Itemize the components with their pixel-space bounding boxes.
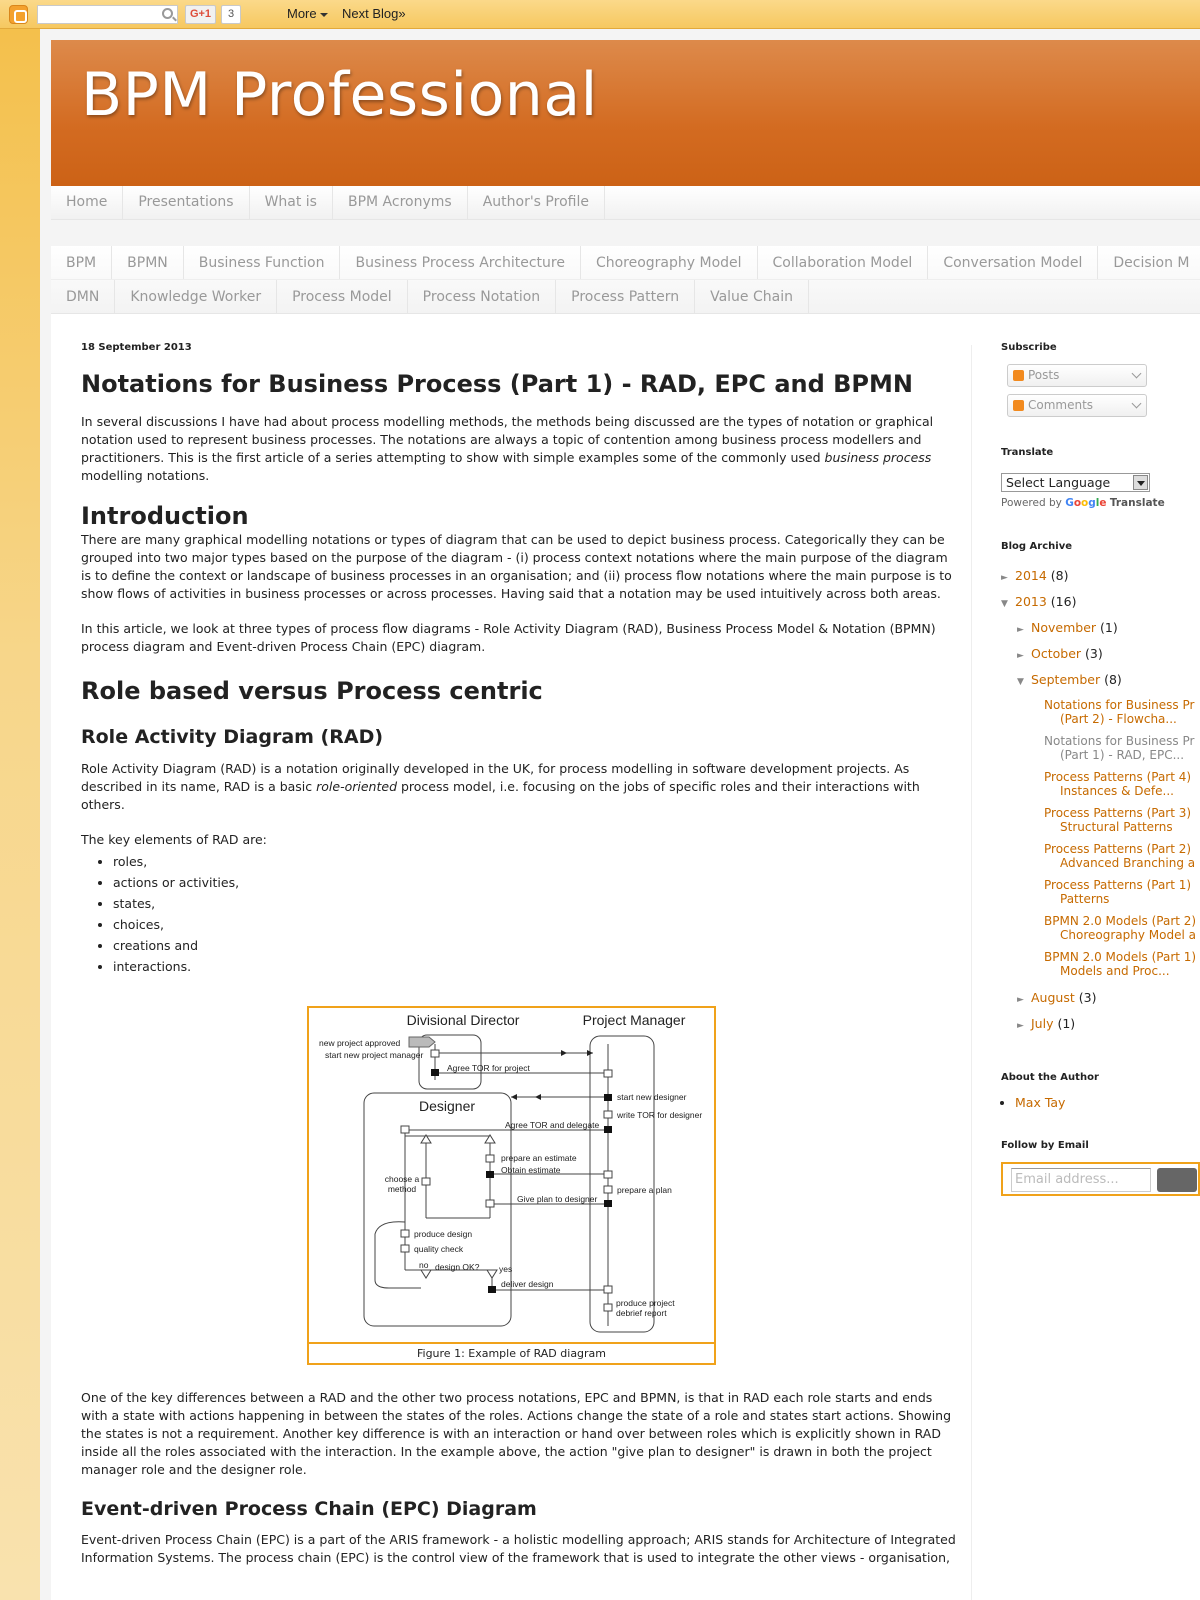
search-icon[interactable]: [162, 8, 173, 19]
arrow-icon: [535, 1094, 541, 1100]
tab-home[interactable]: Home: [51, 186, 123, 219]
subscribe-title: Subscribe: [1001, 342, 1057, 353]
google-logo: Google: [1065, 497, 1107, 509]
action-box: [604, 1200, 612, 1207]
archive-count: (1): [1057, 1016, 1076, 1031]
dropdown-arrow-icon: [1133, 475, 1148, 490]
archive-post-current: Notations for Business Pr (Part 1) - RAD, EPC...: [1044, 734, 1195, 762]
archive-count: (8): [1050, 568, 1069, 583]
archive-post-link[interactable]: Process Patterns (Part 4) Instances & Defe...: [1044, 770, 1192, 798]
state-box: [604, 1111, 612, 1118]
archive-older-months: [1001, 986, 1200, 1038]
label-dmn[interactable]: DMN: [51, 280, 115, 313]
text: Role Activity Diagram (RAD) is a notation originally developed in the UK, for process modelling in software development projects. As described in its name, RAD is a basic: [81, 761, 910, 794]
triangle-right-icon[interactable]: ►: [1017, 995, 1024, 1005]
state-box: [401, 1230, 409, 1237]
archive-link[interactable]: September: [1031, 672, 1101, 687]
about-author-title: About the Author: [1001, 1072, 1099, 1083]
list-item: • roles,: [113, 851, 961, 872]
more-menu[interactable]: [287, 6, 328, 21]
label-bpmn[interactable]: BPMN: [112, 246, 184, 279]
text: process model, i.e. focusing on the jobs of specific roles and their interactions with others.: [81, 779, 920, 812]
list-item: • states,: [113, 893, 961, 914]
action-box: [604, 1094, 612, 1101]
label-quality-check: quality check: [414, 1244, 464, 1254]
triangle-right-icon[interactable]: ►: [1001, 573, 1008, 583]
triangle-right-icon[interactable]: ►: [1017, 625, 1024, 635]
label-debrief-1: produce project: [616, 1298, 675, 1308]
powered-by-label: Powered by: [1001, 497, 1062, 509]
google-plus-one-button[interactable]: G+1: [185, 5, 216, 24]
post-continued: [81, 1389, 961, 1567]
blog-archive-title: Blog Archive: [1001, 541, 1073, 552]
blogger-logo-icon[interactable]: [9, 5, 28, 24]
post-date: 18 September 2013: [81, 342, 192, 353]
archive-post-link[interactable]: Process Patterns (Part 2) Advanced Branching a: [1044, 842, 1196, 870]
tab-bpm-acronyms[interactable]: BPM Acronyms: [333, 186, 468, 219]
label-choose-a: choose a: [384, 1174, 420, 1184]
archive-count: (3): [1078, 990, 1097, 1005]
archive-year-2014[interactable]: [1001, 564, 1200, 590]
list-item: [1015, 1095, 1200, 1110]
label-prepare-plan: prepare a plan: [617, 1185, 672, 1195]
text: modelling notations.: [81, 468, 210, 483]
state-box: [604, 1286, 612, 1293]
triangle-down-icon[interactable]: ▼: [1017, 677, 1024, 687]
subscribe-comments-button[interactable]: [1007, 394, 1147, 417]
label-row: [51, 246, 1200, 279]
label-business-process-architecture[interactable]: Business Process Architecture: [340, 246, 580, 279]
language-select-value: Select Language: [1006, 475, 1111, 490]
label-collaboration-model[interactable]: Collaboration Model: [758, 246, 929, 279]
label-choreography-model[interactable]: Choreography Model: [581, 246, 758, 279]
archive-month-september[interactable]: [1001, 668, 1200, 694]
label-bpm[interactable]: BPM: [51, 246, 112, 279]
post-title: Notations for Business Process (Part 1) - RAD, EPC and BPMN: [81, 370, 913, 398]
label-tabs: [51, 246, 1200, 314]
translate-link[interactable]: Translate: [1109, 497, 1165, 509]
posts-label: Posts: [1028, 368, 1060, 382]
more-label: More: [287, 6, 317, 21]
label-start-new-designer: start new designer: [617, 1092, 687, 1102]
intro-paragraph: [81, 413, 961, 485]
translate-title: Translate: [1001, 447, 1054, 458]
label-decision-model[interactable]: Decision M: [1098, 246, 1200, 279]
archive-post-link[interactable]: Notations for Business Pr (Part 2) - Flowcha...: [1044, 698, 1195, 726]
archive-year-2013[interactable]: [1001, 590, 1200, 616]
rad-paragraph: [81, 760, 961, 814]
triangle-right-icon[interactable]: ►: [1017, 651, 1024, 661]
archive-count: (3): [1085, 646, 1103, 661]
navbar-search-input[interactable]: [37, 5, 178, 24]
start-trigger-icon: [409, 1037, 435, 1047]
action-box: [486, 1171, 494, 1178]
archive-post-link[interactable]: BPMN 2.0 Models (Part 1) Models and Proc...: [1044, 950, 1197, 978]
label-value-chain[interactable]: Value Chain: [695, 280, 809, 313]
role-divisional-director: Divisional Director: [406, 1012, 520, 1028]
rad-diagram: [309, 1008, 714, 1342]
role-project-manager: Project Manager: [582, 1012, 686, 1028]
blogger-navbar: [0, 0, 1200, 29]
archive-post-link[interactable]: Process Patterns (Part 1) Patterns: [1044, 878, 1192, 906]
label-start-new-pm: start new project manager: [325, 1050, 424, 1060]
state-box: [401, 1126, 409, 1133]
powered-by-google: [1001, 497, 1200, 509]
heading-role-based: Role based versus Process centric: [81, 677, 543, 705]
state-box: [604, 1304, 612, 1311]
tab-what-is[interactable]: What is: [250, 186, 333, 219]
rad-figure: [307, 1006, 716, 1365]
label-yes: yes: [499, 1264, 513, 1274]
label-process-pattern[interactable]: Process Pattern: [556, 280, 695, 313]
heading-rad: Role Activity Diagram (RAD): [81, 726, 384, 748]
state-box: [604, 1070, 612, 1077]
heading-epc: Event-driven Process Chain (EPC) Diagram: [81, 1498, 537, 1520]
author-list: [1015, 1095, 1200, 1110]
archive-link[interactable]: November: [1031, 620, 1097, 635]
project-manager-role-box: [590, 1036, 654, 1332]
chevron-down-icon: [1132, 369, 1142, 379]
label-agree-tor: Agree TOR for project: [447, 1063, 530, 1073]
blog-archive: [1001, 564, 1200, 694]
label-conversation-model[interactable]: Conversation Model: [928, 246, 1098, 279]
language-select[interactable]: [1001, 473, 1150, 492]
rss-feed-icon: [1013, 370, 1024, 381]
label-design-ok: design OK?: [435, 1262, 480, 1272]
archive-count: (8): [1104, 672, 1122, 687]
state-box: [604, 1171, 612, 1178]
arrow-icon: [561, 1050, 567, 1056]
plus-one-count: 3: [221, 5, 241, 24]
tab-presentations[interactable]: Presentations: [123, 186, 249, 219]
heading-introduction: Introduction: [81, 502, 249, 530]
text: In several discussions I have had about process modelling methods, the methods being discussed are the types of notation or graphical notation used to represent business processes. The notations are always a topic of contention among business process modellers and practitioners. This is the first article of a series attempting to show with simple examples some of the commonly used: [81, 414, 934, 465]
label-obtain-estimate: Obtain estimate: [501, 1165, 561, 1175]
role-designer: Designer: [418, 1098, 476, 1114]
tab-authors-profile[interactable]: Author's Profile: [468, 186, 605, 219]
blog-title[interactable]: BPM Professional: [81, 60, 598, 130]
figure-caption: Figure 1: Example of RAD diagram: [309, 1342, 714, 1363]
follow-email-title: Follow by Email: [1001, 1140, 1089, 1151]
introduction-paragraph: There are many graphical modelling notations or types of diagram that can be used to depict business process. Categorically they can be grouped into two major types based on the purpose of the diagram - (i) process context notations where the main purpose of the diagram is to define the context or landscape of business processes in an organisation; and (ii) process flow notations where the main purpose is to show flows of activities in business processes or across processes. Having said that a notation may be used intuitively across both areas.: [81, 532, 952, 601]
sidebar: [1001, 342, 1200, 1196]
post: [81, 342, 961, 977]
subscribe-posts-button[interactable]: [1007, 364, 1147, 387]
archive-count: (1): [1100, 620, 1118, 635]
archive-post-list: [1001, 698, 1200, 978]
arrow-icon: [511, 1094, 517, 1100]
author-link[interactable]: Max Tay: [1015, 1095, 1066, 1110]
emphasis: role-oriented: [316, 779, 397, 794]
chevron-down-icon: [1132, 399, 1142, 409]
label-produce-design: produce design: [414, 1229, 473, 1239]
state-box: [486, 1200, 494, 1207]
label-prepare-estimate: prepare an estimate: [501, 1153, 577, 1163]
archive-count: (16): [1050, 594, 1077, 609]
label-debrief-2: debrief report: [616, 1308, 667, 1318]
archive-month-november[interactable]: [1001, 616, 1200, 642]
archive-month-august[interactable]: [1001, 986, 1200, 1012]
state-box: [431, 1050, 439, 1057]
archive-link[interactable]: 2014: [1015, 568, 1047, 583]
triangle-right-icon[interactable]: ►: [1017, 1021, 1024, 1031]
introduction-paragraph-2: In this article, we look at three types of process flow diagrams - Role Activity Diagram (RAD), Business Process Model & Notation (BPMN) process diagram and Event-driven Process Chain (EPC) diagram.: [81, 621, 936, 654]
state-box: [422, 1178, 430, 1185]
page-background-strip: [0, 29, 40, 1600]
label-business-function[interactable]: Business Function: [184, 246, 341, 279]
rad-elements-intro: The key elements of RAD are:: [81, 832, 267, 847]
archive-month-july[interactable]: [1001, 1012, 1200, 1038]
action-box: [431, 1069, 439, 1076]
action-box: [604, 1126, 612, 1133]
comments-label: Comments: [1028, 398, 1094, 412]
email-input[interactable]: Email address...: [1011, 1168, 1151, 1192]
next-blog-link[interactable]: Next Blog»: [342, 6, 406, 21]
label-deliver-design: deliver design: [501, 1279, 554, 1289]
emphasis: business process: [824, 450, 932, 465]
epc-paragraph: Event-driven Process Chain (EPC) is a part of the ARIS framework - a holistic modelling approach; ARIS stands for Architecture of Integrated Information Systems. The process chain (EPC) is the control view of the framework that is used to integrate the other views - organisation,: [81, 1532, 956, 1565]
label-new-project: new project approved: [319, 1038, 401, 1048]
blog-header: [51, 40, 1200, 186]
triangle-down-icon[interactable]: ▼: [1001, 599, 1008, 609]
choice-icon: [421, 1270, 431, 1278]
follow-by-email-box: [1001, 1162, 1200, 1196]
label-write-tor: write TOR for designer: [617, 1110, 703, 1120]
archive-post-link[interactable]: Process Patterns (Part 3) Structural Patterns: [1044, 806, 1192, 834]
label-knowledge-worker[interactable]: Knowledge Worker: [115, 280, 277, 313]
archive-post-link[interactable]: BPMN 2.0 Models (Part 2) Choreography Model a: [1044, 914, 1197, 942]
rad-differences-paragraph: One of the key differences between a RAD and the other two process notations, EPC and BPMN, is that in RAD each role starts and ends with a state with actions happening in between the states of the roles. Actions change the state of a role and states start actions. Showing the states is not a requirement. Another key difference is with an interaction or hand over between roles which is explicitly shown in RAD inside all the roles associated with the interaction. In the example above, the action "give plan to designer" is drawn in both the project manager role and the designer role.: [81, 1390, 952, 1477]
state-box: [486, 1155, 494, 1162]
state-box: [604, 1186, 612, 1193]
archive-link[interactable]: August: [1031, 990, 1075, 1005]
caret-down-icon: [320, 13, 328, 17]
archive-link[interactable]: 2013: [1015, 594, 1047, 609]
list-item: • creations and: [113, 935, 961, 956]
archive-link[interactable]: October: [1031, 646, 1082, 661]
label-agree-delegate: Agree TOR and delegate: [505, 1120, 600, 1130]
rss-feed-icon: [1013, 400, 1024, 411]
label-process-notation[interactable]: Process Notation: [408, 280, 556, 313]
label-method: method: [387, 1184, 417, 1194]
action-box: [488, 1286, 496, 1293]
rad-elements-list: [113, 851, 961, 977]
label-process-model[interactable]: Process Model: [277, 280, 408, 313]
list-item: • interactions.: [113, 956, 961, 977]
archive-month-october[interactable]: [1001, 642, 1200, 668]
label-row: [51, 279, 1200, 313]
column-divider: [971, 345, 972, 1600]
choice-icon: [487, 1270, 497, 1278]
submit-button[interactable]: [1157, 1168, 1197, 1192]
label-give-plan: Give plan to designer: [517, 1194, 598, 1204]
page-tabs: [51, 186, 1200, 220]
state-box: [401, 1245, 409, 1252]
label-no: no: [419, 1260, 429, 1270]
list-item: • actions or activities,: [113, 872, 961, 893]
archive-link[interactable]: July: [1031, 1016, 1054, 1031]
list-item: • choices,: [113, 914, 961, 935]
